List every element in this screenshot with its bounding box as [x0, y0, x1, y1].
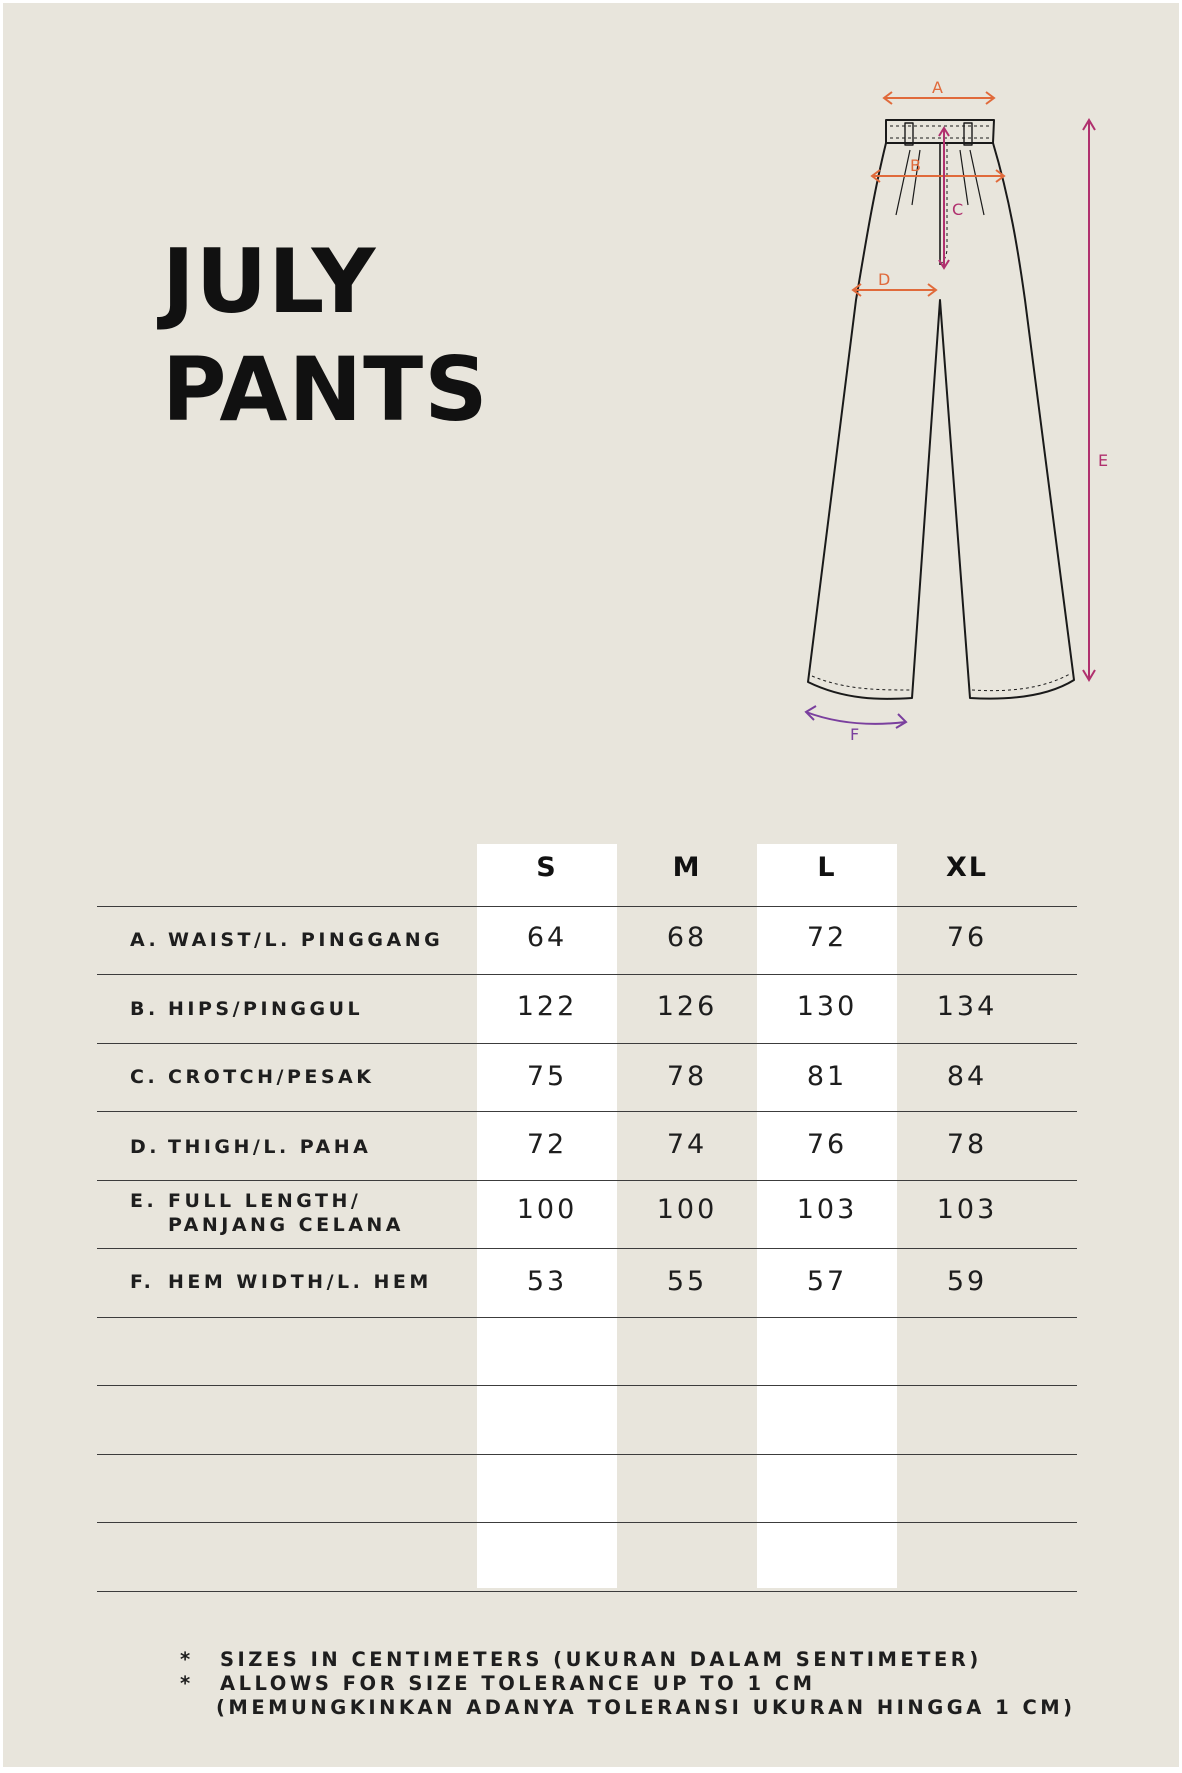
row-letter: F.	[130, 1271, 155, 1293]
table-cell: 84	[946, 1061, 988, 1092]
label-c: C	[952, 200, 964, 219]
divider	[97, 906, 1077, 907]
measure-f	[806, 706, 906, 744]
table-cell: 78	[946, 1129, 988, 1160]
measure-d	[853, 270, 936, 296]
row-letter: D.	[130, 1136, 160, 1158]
table-cell: 126	[656, 991, 718, 1022]
footnote-star: *	[180, 1648, 194, 1671]
label-b: B	[910, 156, 921, 175]
size-header-xl: XL	[945, 852, 989, 883]
divider	[97, 1454, 1077, 1455]
measure-c	[939, 128, 963, 268]
row-letter: E.	[130, 1190, 158, 1212]
table-cell: 78	[666, 1061, 708, 1092]
table-cell: 72	[526, 1129, 568, 1160]
pants-outline	[808, 120, 1074, 699]
divider	[97, 1522, 1077, 1523]
footnotes	[180, 1648, 1076, 1720]
table-cell: 134	[936, 991, 998, 1022]
product-title	[162, 228, 489, 444]
divider	[97, 1317, 1077, 1318]
divider	[97, 1111, 1077, 1112]
divider	[97, 1591, 1077, 1592]
measure-a	[884, 78, 994, 104]
table-cell: 130	[796, 991, 858, 1022]
row-label-text-line2: PANJANG CELANA	[168, 1214, 405, 1236]
size-header-l: L	[817, 852, 837, 883]
table-cell: 76	[946, 922, 988, 953]
table-cell: 122	[516, 991, 578, 1022]
label-a: A	[932, 78, 943, 97]
table-cell: 72	[806, 922, 848, 953]
row-label-text: WAIST/L. PINGGANG	[168, 929, 444, 951]
row-label-crotch	[130, 1065, 375, 1089]
row-label-text: CROTCH/PESAK	[168, 1066, 375, 1088]
row-label-text: FULL LENGTH/	[168, 1190, 362, 1212]
footnote-star: *	[180, 1672, 194, 1695]
table-cell: 100	[516, 1194, 578, 1225]
divider	[97, 1248, 1077, 1249]
divider	[97, 1180, 1077, 1181]
row-letter: A.	[130, 929, 160, 951]
table-cell: 59	[946, 1266, 988, 1297]
table-cell: 68	[666, 922, 708, 953]
divider	[97, 1385, 1077, 1386]
footnote-text: SIZES IN CENTIMETERS (UKURAN DALAM SENTIMETER)	[220, 1648, 982, 1671]
row-label-waist	[130, 928, 443, 952]
footnote-2-continued: (MEMUNGKINKAN ADANYA TOLERANSI UKURAN HINGGA 1 CM)	[216, 1696, 1076, 1719]
table-cell: 103	[936, 1194, 998, 1225]
row-label-thigh	[130, 1135, 371, 1159]
row-letter: B.	[130, 998, 159, 1020]
measure-b	[872, 156, 1004, 182]
label-f: F	[850, 725, 860, 744]
divider	[97, 974, 1077, 975]
table-cell: 100	[656, 1194, 718, 1225]
size-header-m: M	[672, 852, 702, 883]
table-cell: 55	[666, 1266, 708, 1297]
table-cell: 75	[526, 1061, 568, 1092]
table-cell: 74	[666, 1129, 708, 1160]
footnote-1	[180, 1648, 1076, 1672]
title-line-1: JULY	[162, 230, 377, 333]
row-label-text: HEM WIDTH/L. HEM	[168, 1271, 432, 1293]
footnote-text: ALLOWS FOR SIZE TOLERANCE UP TO 1 CM	[220, 1672, 816, 1695]
table-cell: 53	[526, 1266, 568, 1297]
table-cell: 81	[806, 1061, 848, 1092]
row-letter: C.	[130, 1066, 159, 1088]
row-label-full-length	[130, 1189, 404, 1237]
size-header-s: S	[536, 852, 558, 883]
table-cell: 57	[806, 1266, 848, 1297]
label-d: D	[878, 270, 891, 289]
pants-diagram	[780, 70, 1140, 750]
table-cell: 64	[526, 922, 568, 953]
row-label-text: HIPS/PINGGUL	[168, 998, 364, 1020]
label-e: E	[1098, 451, 1109, 470]
title-line-2: PANTS	[162, 338, 489, 441]
footnote-2	[180, 1672, 1076, 1696]
table-cell: 103	[796, 1194, 858, 1225]
measure-e	[1083, 120, 1108, 680]
table-cell: 76	[806, 1129, 848, 1160]
row-label-hips	[130, 997, 363, 1021]
row-label-hem-width	[130, 1270, 432, 1294]
divider	[97, 1043, 1077, 1044]
row-label-text: THIGH/L. PAHA	[168, 1136, 372, 1158]
